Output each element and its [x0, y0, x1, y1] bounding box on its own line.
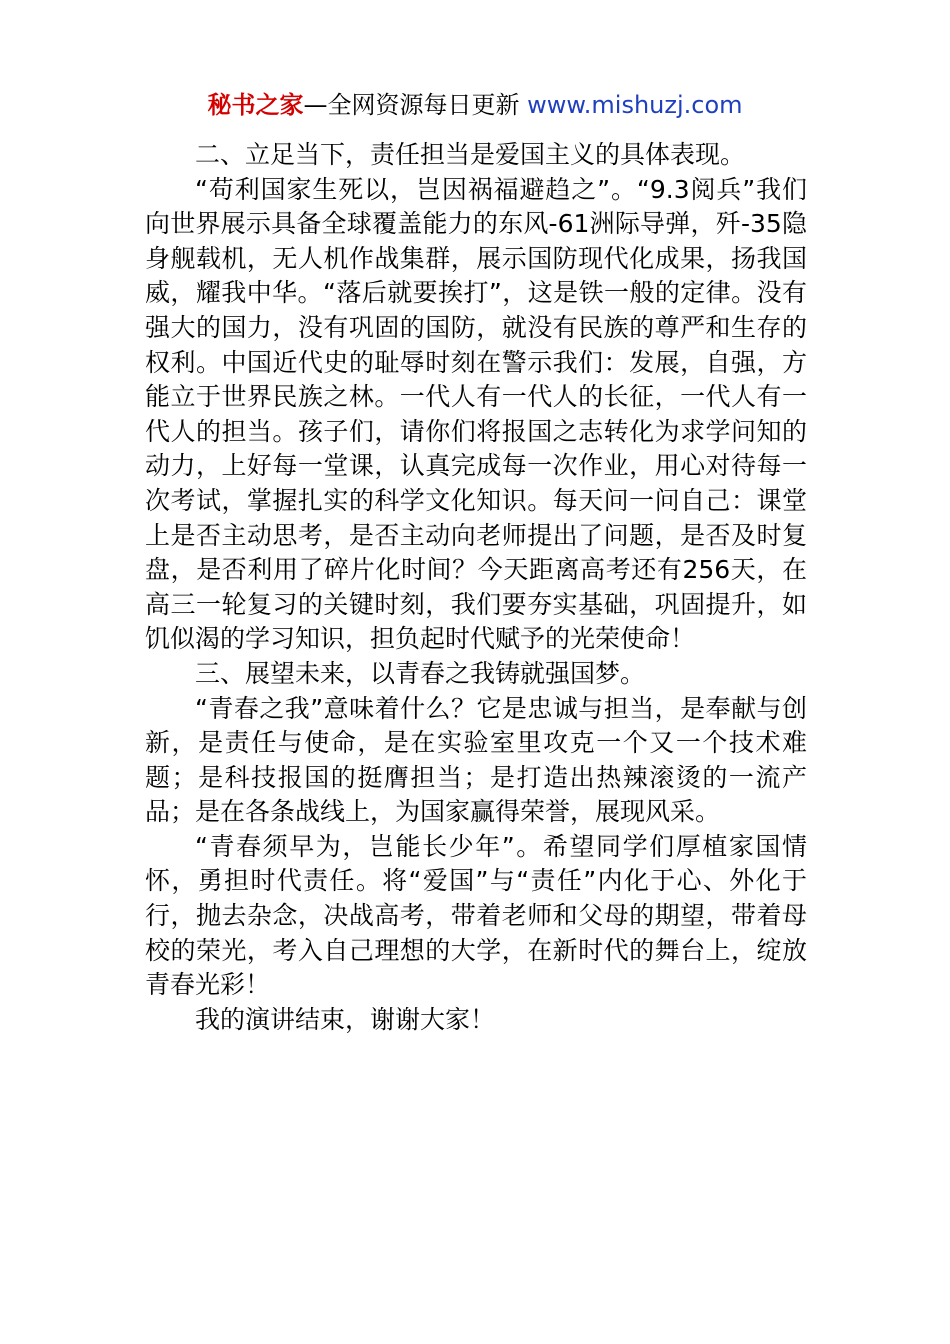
closing-line: 我的演讲结束，谢谢大家！ [195, 1004, 496, 1034]
header-slogan: —全网资源每日更新 [303, 91, 528, 119]
section-heading-3: 三、展望未来，以青春之我铸就强国梦。 [195, 658, 646, 688]
header-site-link[interactable]: www.mishuzj.com [527, 91, 743, 119]
page-header [0, 88, 950, 122]
document-body [145, 138, 807, 1037]
header-brand: 秘书之家 [207, 91, 304, 119]
paragraph: “青春须早为，岂能长少年”。希望同学们厚植家国情怀，勇担时代责任。将“爱国”与“责任”内化于心、外化于行，抛去杂念，决战高考，带着老师和父母的期望，带着母校的荣光，考入自己理想的大学，在新时代的舞台上，绽放青春光彩！ [145, 831, 807, 1000]
paragraph: “青春之我”意味着什么？它是忠诚与担当，是奉献与创新，是责任与使命，是在实验室里攻克一个又一个技术难题；是科技报国的挺膺担当；是打造出热辣滚烫的一流产品；是在各条战线上，为国家赢得荣誉，展现风采。 [145, 693, 807, 827]
section-heading-2: 二、立足当下，责任担当是爱国主义的具体表现。 [195, 140, 746, 169]
paragraph: “苟利国家生死以，岂因祸福避趋之”。“9.3阅兵”我们向世界展示具备全球覆盖能力的东风-61洲际导弹，歼-35隐身舰载机，无人机作战集群，展示国防现代化成果，扬我国威，耀我中华。“落后就要挨打”，这是铁一般的定律。没有强大的国力，没有巩固的国防，就没有民族的尊严和生存的权利。中国近代史的耻辱时刻在警示我们：发展，自强，方能立于世界民族之林。一代人有一代人的长征，一代人有一代人的担当。孩子们，请你们将报国之志转化为求学问知的动力，上好每一堂课，认真完成每一次作业，用心对待每一次考试，掌握扎实的科学文化知识。每天问一问自己：课堂上是否主动思考，是否主动向老师提出了问题，是否及时复盘，是否利用了碎片化时间？今天距离高考还有256天，在高三一轮复习的关键时刻，我们要夯实基础，巩固提升，如饥似渴的学习知识，担负起时代赋予的光荣使命！ [145, 174, 807, 654]
